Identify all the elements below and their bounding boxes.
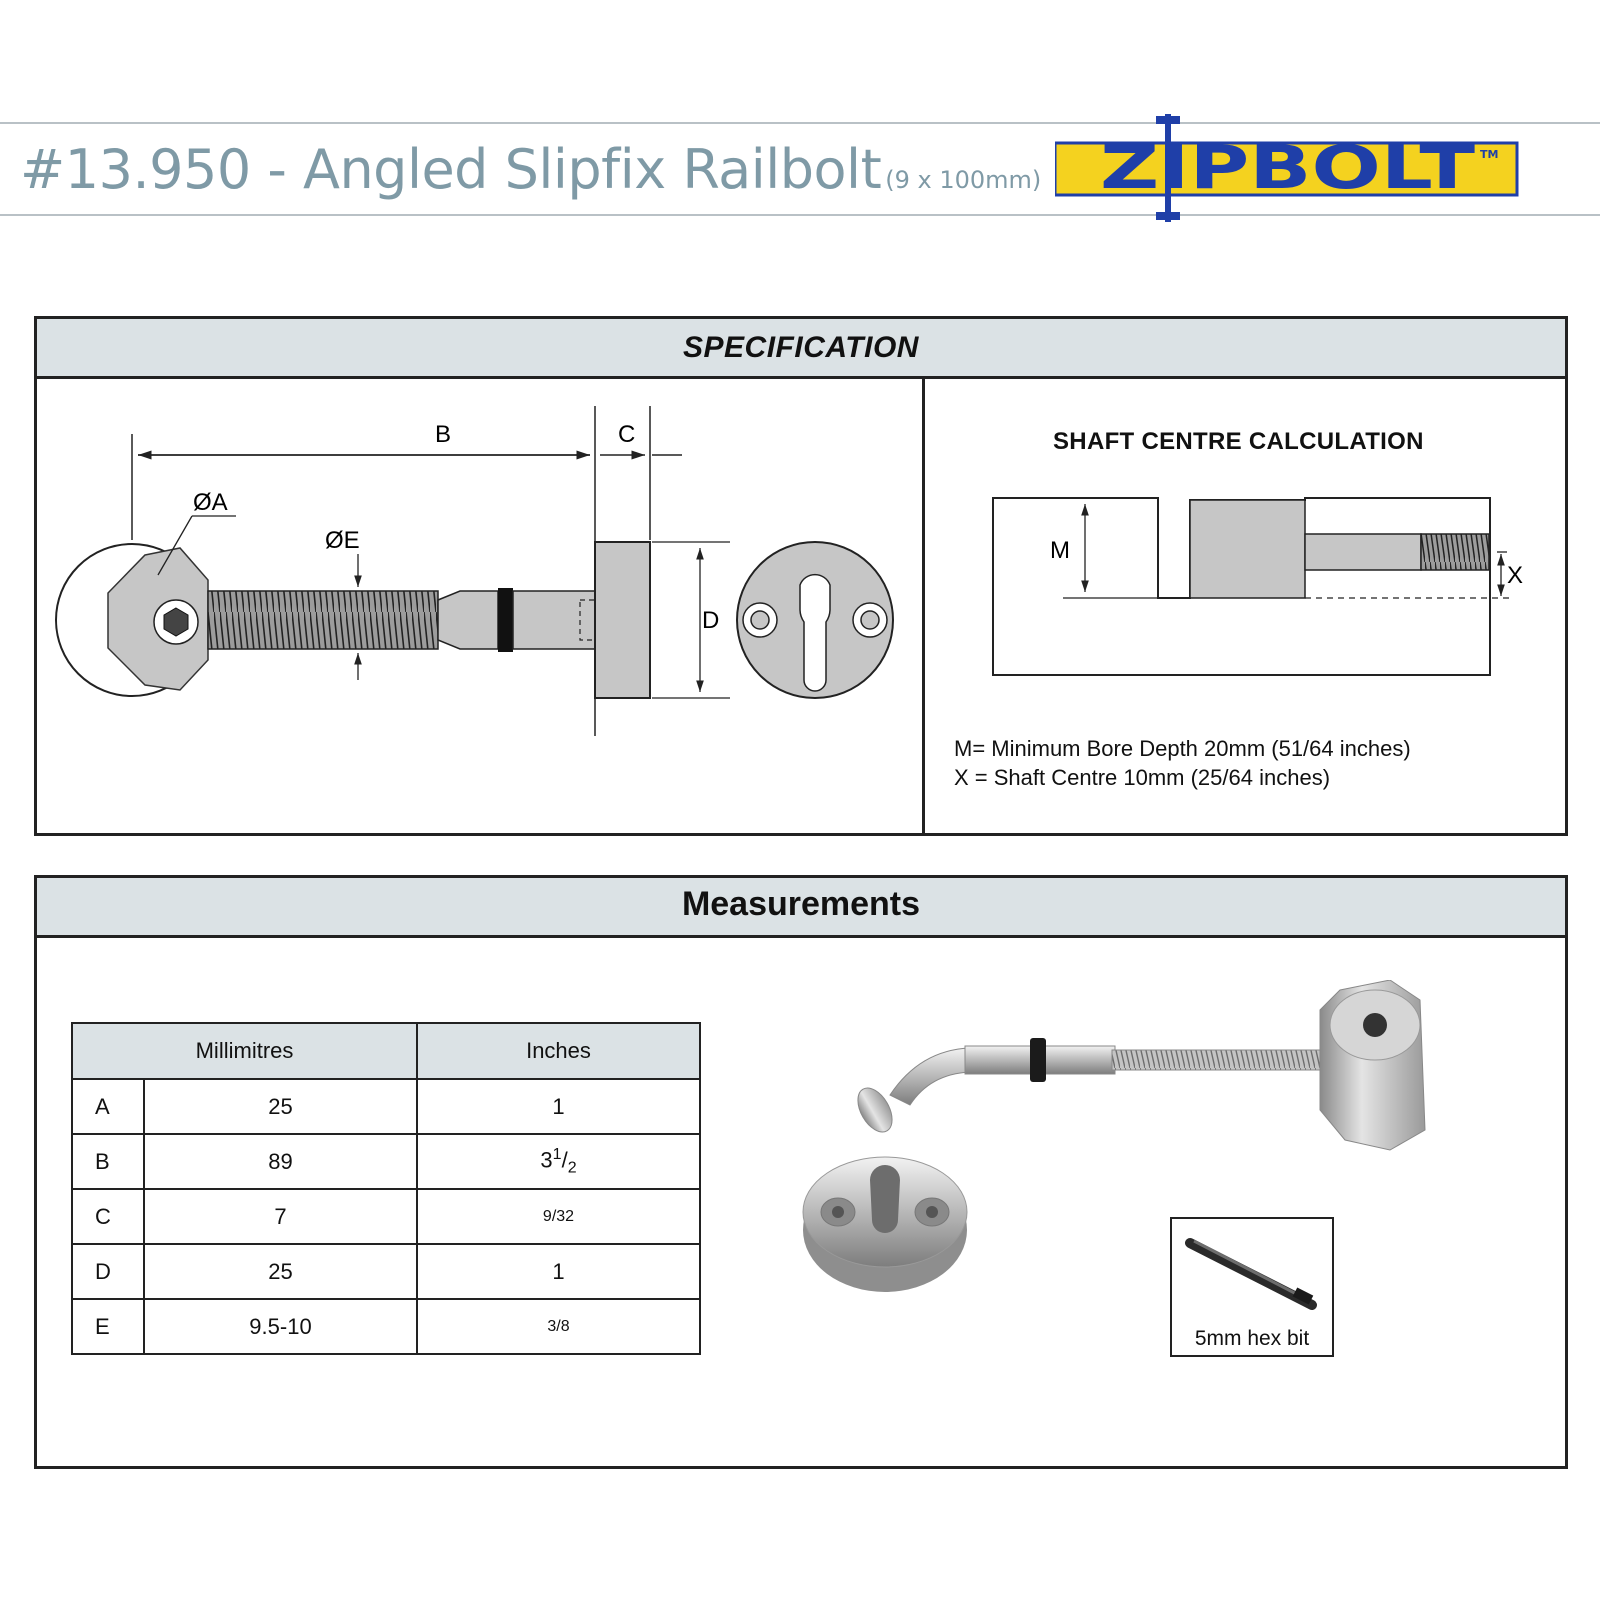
row-in: 1 bbox=[417, 1079, 700, 1134]
row-mm: 9.5-10 bbox=[144, 1299, 417, 1354]
label-b: B bbox=[435, 421, 452, 448]
measurements-heading: Measurements bbox=[37, 878, 1565, 938]
row-in: 3/8 bbox=[417, 1299, 700, 1354]
row-letter: B bbox=[72, 1134, 144, 1189]
row-mm: 25 bbox=[144, 1079, 417, 1134]
railbolt-product-image bbox=[800, 980, 1460, 1310]
note-bore-depth: M= Minimum Bore Depth 20mm (51/64 inches) bbox=[954, 736, 1411, 761]
row-in: 9/32 bbox=[417, 1189, 700, 1244]
zipbolt-logo bbox=[1055, 110, 1525, 230]
table-row bbox=[72, 1244, 700, 1299]
page-title bbox=[20, 138, 1041, 201]
specification-divider bbox=[922, 376, 925, 833]
label-m: M bbox=[1050, 537, 1070, 564]
table-row bbox=[72, 1079, 700, 1134]
hex-bit-inset bbox=[1170, 1217, 1334, 1357]
label-e: ØE bbox=[325, 527, 360, 554]
label-a: ØA bbox=[193, 489, 228, 516]
table-row bbox=[72, 1299, 700, 1354]
row-mm: 25 bbox=[144, 1244, 417, 1299]
column-header-in: Inches bbox=[417, 1023, 700, 1079]
row-in: 1 bbox=[417, 1244, 700, 1299]
note-shaft-centre: X = Shaft Centre 10mm (25/64 inches) bbox=[954, 765, 1331, 790]
table-header-row bbox=[72, 1023, 700, 1079]
hex-bit-icon bbox=[1182, 1235, 1322, 1315]
row-mm: 89 bbox=[144, 1134, 417, 1189]
row-mm: 7 bbox=[144, 1189, 417, 1244]
table-row bbox=[72, 1189, 700, 1244]
measurements-table bbox=[71, 1022, 701, 1355]
row-in: $3^1/_2$ bbox=[417, 1134, 700, 1189]
fraction-numerator: 1 bbox=[552, 1145, 562, 1163]
column-header-mm: Millimitres bbox=[72, 1023, 417, 1079]
shaft-centre-diagram bbox=[985, 490, 1525, 680]
brand-text: ZIPBOLT bbox=[1100, 133, 1476, 203]
row-letter: D bbox=[72, 1244, 144, 1299]
label-x: X bbox=[1507, 562, 1524, 589]
label-d: D bbox=[702, 607, 720, 634]
specification-heading: SPECIFICATION bbox=[37, 319, 1565, 379]
fraction-denominator: 2 bbox=[567, 1159, 577, 1177]
title-size: (9 x 100mm) bbox=[885, 166, 1042, 194]
fraction-whole: 3 bbox=[540, 1146, 553, 1172]
row-letter: E bbox=[72, 1299, 144, 1354]
row-letter: C bbox=[72, 1189, 144, 1244]
hex-bit-label: 5mm hex bit bbox=[1194, 1327, 1310, 1350]
row-letter: A bbox=[72, 1079, 144, 1134]
title-text: #13.950 - Angled Slipfix Railbolt bbox=[20, 138, 882, 201]
brand-tm: TM bbox=[1480, 148, 1499, 161]
table-row bbox=[72, 1134, 700, 1189]
bolt-technical-drawing bbox=[40, 380, 920, 760]
label-c: C bbox=[618, 421, 636, 448]
shaft-centre-title: SHAFT CENTRE CALCULATION bbox=[1053, 428, 1424, 455]
